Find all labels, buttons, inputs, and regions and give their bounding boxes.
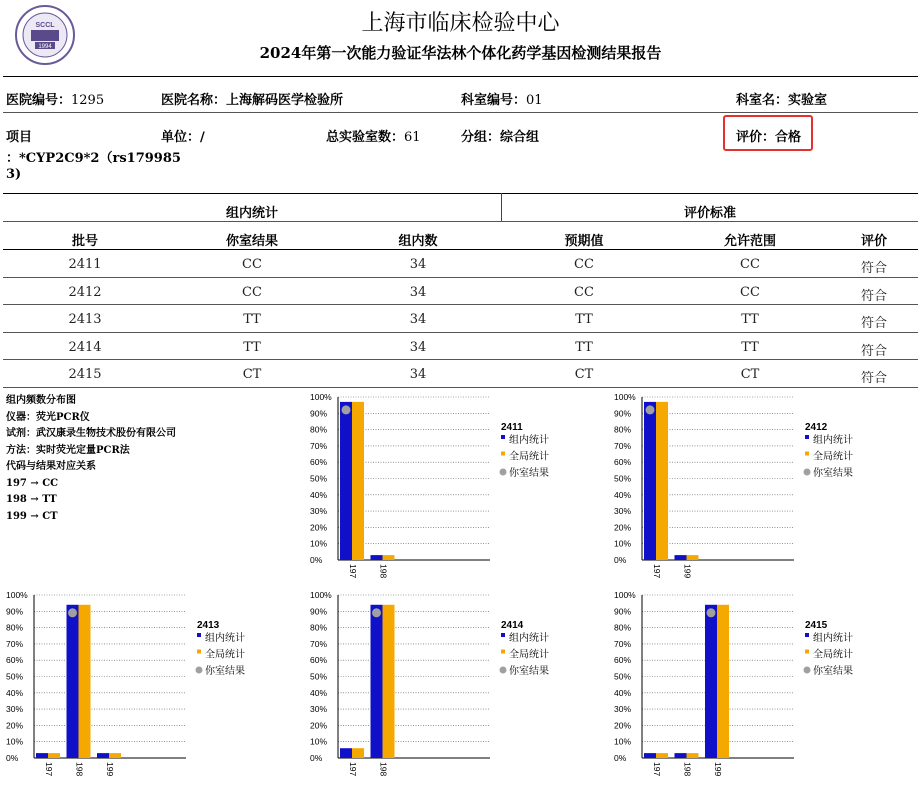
info-line: 试剂：武汉康录生物技术股份有限公司	[6, 428, 176, 439]
y-tick-label: 20%	[614, 720, 632, 731]
table-cell: CC	[574, 257, 594, 272]
legend-label: 你室结果	[813, 468, 853, 479]
table-cell: 符合	[860, 316, 887, 332]
total-labs: 总实验室数：61	[326, 130, 421, 145]
y-tick-label: 40%	[310, 489, 328, 500]
hospital-name: 医院名称：上海解码医学检验所	[161, 93, 344, 108]
item-value-cont: 3)	[6, 167, 22, 182]
y-tick-label: 60%	[310, 457, 328, 468]
bar-global-199	[717, 605, 729, 758]
x-tick-label: 199	[682, 564, 693, 579]
divider	[3, 249, 918, 250]
table-cell: TT	[575, 312, 593, 328]
frequency-chart-2411	[308, 390, 608, 587]
table-cell: TT	[741, 339, 759, 355]
table-cell: TT	[243, 312, 261, 328]
y-tick-label: 70%	[6, 638, 24, 649]
table-cell: 34	[409, 367, 427, 383]
y-tick-label: 0%	[614, 555, 627, 565]
y-tick-label: 0%	[310, 753, 323, 763]
frequency-chart-2413	[4, 588, 304, 785]
y-tick-label: 60%	[614, 655, 632, 666]
chart-info	[6, 393, 176, 525]
legend-label: 组内统计	[813, 435, 853, 446]
svg-text:SCCL: SCCL	[35, 22, 55, 29]
row-divider	[3, 387, 918, 388]
info-line: 组内频数分布图	[6, 395, 76, 406]
bar-global-198	[687, 753, 699, 758]
y-tick-label: 100%	[310, 590, 332, 600]
y-tick-label: 50%	[6, 671, 24, 682]
row-divider	[3, 277, 918, 278]
y-tick-label: 10%	[6, 736, 24, 747]
bar-group-197	[340, 402, 352, 560]
x-tick-label: 198	[74, 762, 85, 777]
divider	[3, 76, 918, 77]
chart-title: 2415	[805, 620, 828, 631]
table-cell: 2414	[68, 339, 102, 355]
your-result-marker	[372, 608, 381, 617]
info-line: 仪器：荧光PCR仪	[6, 411, 90, 423]
bar-group-197	[36, 753, 48, 758]
bar-group-197	[340, 748, 352, 758]
x-tick-label: 199	[105, 762, 115, 777]
info-line: 代码与结果对应关系	[6, 461, 96, 472]
frequency-chart-2414	[308, 588, 608, 785]
row-divider	[3, 332, 918, 333]
table-cell: CC	[242, 284, 262, 300]
y-tick-label: 20%	[6, 720, 24, 731]
table-cell: CT	[242, 367, 262, 383]
y-tick-label: 100%	[614, 392, 636, 402]
table-cell: 2411	[68, 257, 102, 272]
bar-group-198	[675, 753, 687, 758]
table-cell: 符合	[860, 261, 887, 276]
y-tick-label: 90%	[614, 408, 632, 419]
bar-global-197	[656, 753, 668, 758]
info-line: 199 → CT	[6, 510, 58, 522]
divider	[3, 112, 918, 113]
row-divider	[3, 359, 918, 360]
y-tick-label: 20%	[614, 522, 632, 533]
bar-group-198	[371, 605, 383, 758]
col-header-expected: 预期值	[564, 234, 604, 249]
legend-swatch	[500, 667, 507, 674]
y-tick-label: 0%	[310, 555, 323, 565]
chart-title: 2411	[501, 422, 523, 433]
y-tick-label: 50%	[614, 671, 632, 682]
bar-global-199	[687, 555, 699, 560]
bar-group-197	[644, 402, 656, 560]
unit: 单位：/	[161, 130, 205, 145]
legend-label: 全局统计	[509, 649, 549, 661]
col-header-evaluation: 评价	[860, 234, 887, 249]
table-cell: 2415	[68, 367, 102, 383]
y-tick-label: 30%	[310, 704, 328, 715]
y-tick-label: 10%	[614, 538, 632, 549]
y-tick-label: 50%	[614, 473, 632, 484]
y-tick-label: 70%	[614, 440, 632, 451]
legend-label: 全局统计	[813, 649, 853, 661]
table-cell: TT	[575, 339, 593, 355]
legend-label: 你室结果	[509, 468, 549, 479]
bar-global-199	[109, 753, 121, 758]
table-cell: CC	[242, 257, 262, 272]
table-cell: 2412	[68, 284, 102, 300]
y-tick-label: 30%	[310, 506, 328, 517]
y-tick-label: 40%	[614, 687, 632, 698]
y-tick-label: 90%	[614, 606, 632, 617]
legend-swatch	[805, 650, 809, 654]
chart-title: 2414	[501, 620, 524, 631]
table-cell: 符合	[860, 288, 887, 304]
bar-group-198	[67, 605, 79, 758]
y-tick-label: 40%	[614, 489, 632, 500]
legend-swatch	[197, 633, 201, 637]
y-tick-label: 30%	[614, 704, 632, 715]
your-result-marker	[707, 608, 716, 617]
y-tick-label: 10%	[310, 736, 328, 747]
y-tick-label: 0%	[614, 753, 627, 763]
info-line: 197 → CC	[6, 477, 59, 489]
y-tick-label: 80%	[614, 424, 632, 435]
svg-text:1994: 1994	[38, 44, 52, 50]
chart-title: 2412	[805, 422, 828, 433]
y-tick-label: 90%	[310, 408, 328, 419]
y-tick-label: 20%	[310, 522, 328, 533]
bar-global-198	[383, 605, 395, 758]
y-tick-label: 90%	[310, 606, 328, 617]
y-tick-label: 80%	[614, 622, 632, 633]
y-tick-label: 50%	[310, 473, 328, 484]
group: 分组：综合组	[461, 130, 540, 145]
y-tick-label: 30%	[614, 506, 632, 517]
table-cell: 34	[409, 257, 427, 272]
legend-swatch	[196, 667, 203, 674]
bar-global-198	[383, 555, 395, 560]
table-cell: TT	[243, 339, 261, 355]
y-tick-label: 80%	[310, 622, 328, 633]
legend-swatch	[804, 469, 811, 476]
table-cell: CC	[740, 284, 760, 300]
y-tick-label: 70%	[310, 638, 328, 649]
frequency-chart-2415	[612, 588, 912, 785]
y-tick-label: 80%	[6, 622, 24, 633]
y-tick-label: 90%	[6, 606, 24, 617]
x-tick-label: 199	[713, 762, 723, 777]
legend-label: 组内统计	[205, 633, 245, 644]
y-tick-label: 40%	[310, 687, 328, 698]
y-tick-label: 70%	[614, 638, 632, 649]
hospital-no: 医院编号：1295	[6, 93, 105, 108]
table-cell: 34	[409, 284, 427, 300]
bar-group-199	[675, 555, 687, 560]
divider	[3, 221, 918, 222]
bar-global-197	[352, 748, 364, 758]
chart-title: 2413	[197, 620, 220, 631]
x-tick-label: 198	[682, 762, 693, 777]
y-tick-label: 10%	[614, 736, 632, 747]
row-divider	[3, 304, 918, 305]
your-result-marker	[646, 405, 655, 414]
table-cell: CT	[574, 367, 594, 383]
x-tick-label: 197	[348, 762, 358, 777]
report-subtitle: 2024年第一次能力验证华法林个体化药学基因检测结果报告	[259, 44, 662, 62]
dept-name: 科室名：实验室	[736, 93, 828, 108]
legend-swatch	[501, 633, 505, 637]
legend-swatch	[804, 667, 811, 674]
table-cell: 符合	[860, 371, 887, 387]
legend-label: 全局统计	[205, 649, 245, 661]
bar-group-197	[644, 753, 656, 758]
frequency-chart-2412	[612, 390, 912, 587]
y-tick-label: 60%	[310, 655, 328, 666]
table-cell: CC	[574, 284, 594, 300]
table-cell: CT	[740, 367, 760, 383]
legend-label: 组内统计	[813, 633, 853, 644]
legend-label: 你室结果	[509, 666, 549, 677]
y-tick-label: 60%	[6, 655, 24, 666]
table-cell: 2413	[68, 312, 102, 328]
table-cell: TT	[741, 312, 759, 328]
group-stats-header: 组内统计	[225, 206, 278, 221]
info-line: 198 → TT	[6, 494, 57, 505]
y-tick-label: 100%	[310, 392, 332, 402]
bar-global-197	[352, 402, 364, 560]
y-tick-label: 100%	[614, 590, 636, 600]
legend-swatch	[500, 469, 507, 476]
col-header-allowed: 允许范围	[723, 234, 776, 249]
y-tick-label: 30%	[6, 704, 24, 715]
bar-group-199	[705, 605, 717, 758]
page-title: 上海市临床检验中心	[361, 11, 560, 36]
legend-label: 你室结果	[205, 666, 245, 677]
y-tick-label: 40%	[6, 687, 24, 698]
y-tick-label: 70%	[310, 440, 328, 451]
x-tick-label: 197	[652, 564, 662, 579]
legend-label: 全局统计	[509, 451, 549, 463]
legend-label: 组内统计	[509, 633, 549, 644]
x-tick-label: 198	[378, 564, 389, 579]
y-tick-label: 0%	[6, 753, 19, 763]
x-tick-label: 197	[652, 762, 662, 777]
bar-group-198	[371, 555, 383, 560]
legend-label: 你室结果	[813, 666, 853, 677]
table-cell: CC	[740, 257, 760, 272]
bar-global-198	[79, 605, 91, 758]
bar-global-197	[48, 753, 60, 758]
item-label: 项目	[6, 130, 33, 145]
legend-swatch	[501, 435, 505, 439]
table-cell: 34	[409, 312, 427, 328]
your-result-marker	[342, 405, 351, 414]
legend-swatch	[501, 452, 505, 456]
col-header-batch: 批号	[71, 234, 98, 249]
dept-no: 科室编号：01	[461, 93, 543, 108]
item-value: ：*CYP2C9*2（rs179985	[6, 151, 181, 166]
legend-swatch	[197, 650, 201, 654]
x-tick-label: 198	[378, 762, 389, 777]
legend-label: 组内统计	[509, 435, 549, 446]
evaluation: 评价：合格	[736, 130, 802, 145]
table-top-border	[3, 193, 918, 194]
col-header-your-result: 你室结果	[225, 234, 278, 249]
table-cell: 符合	[860, 343, 887, 359]
legend-swatch	[805, 435, 809, 439]
y-tick-label: 100%	[6, 590, 28, 600]
y-tick-label: 80%	[310, 424, 328, 435]
legend-label: 全局统计	[813, 451, 853, 463]
x-tick-label: 197	[44, 762, 54, 777]
legend-swatch	[501, 650, 505, 654]
legend-swatch	[805, 452, 809, 456]
bar-global-197	[656, 402, 668, 560]
criteria-header: 评价标准	[683, 206, 736, 221]
table-cell: 34	[409, 339, 427, 355]
x-tick-label: 197	[348, 564, 358, 579]
y-tick-label: 10%	[310, 538, 328, 549]
y-tick-label: 50%	[310, 671, 328, 682]
info-line: 方法：实时荧光定量PCR法	[6, 444, 130, 456]
y-tick-label: 60%	[614, 457, 632, 468]
your-result-marker	[68, 608, 77, 617]
legend-swatch	[805, 633, 809, 637]
y-tick-label: 20%	[310, 720, 328, 731]
col-header-group-count: 组内数	[398, 234, 438, 249]
bar-group-199	[97, 753, 109, 758]
